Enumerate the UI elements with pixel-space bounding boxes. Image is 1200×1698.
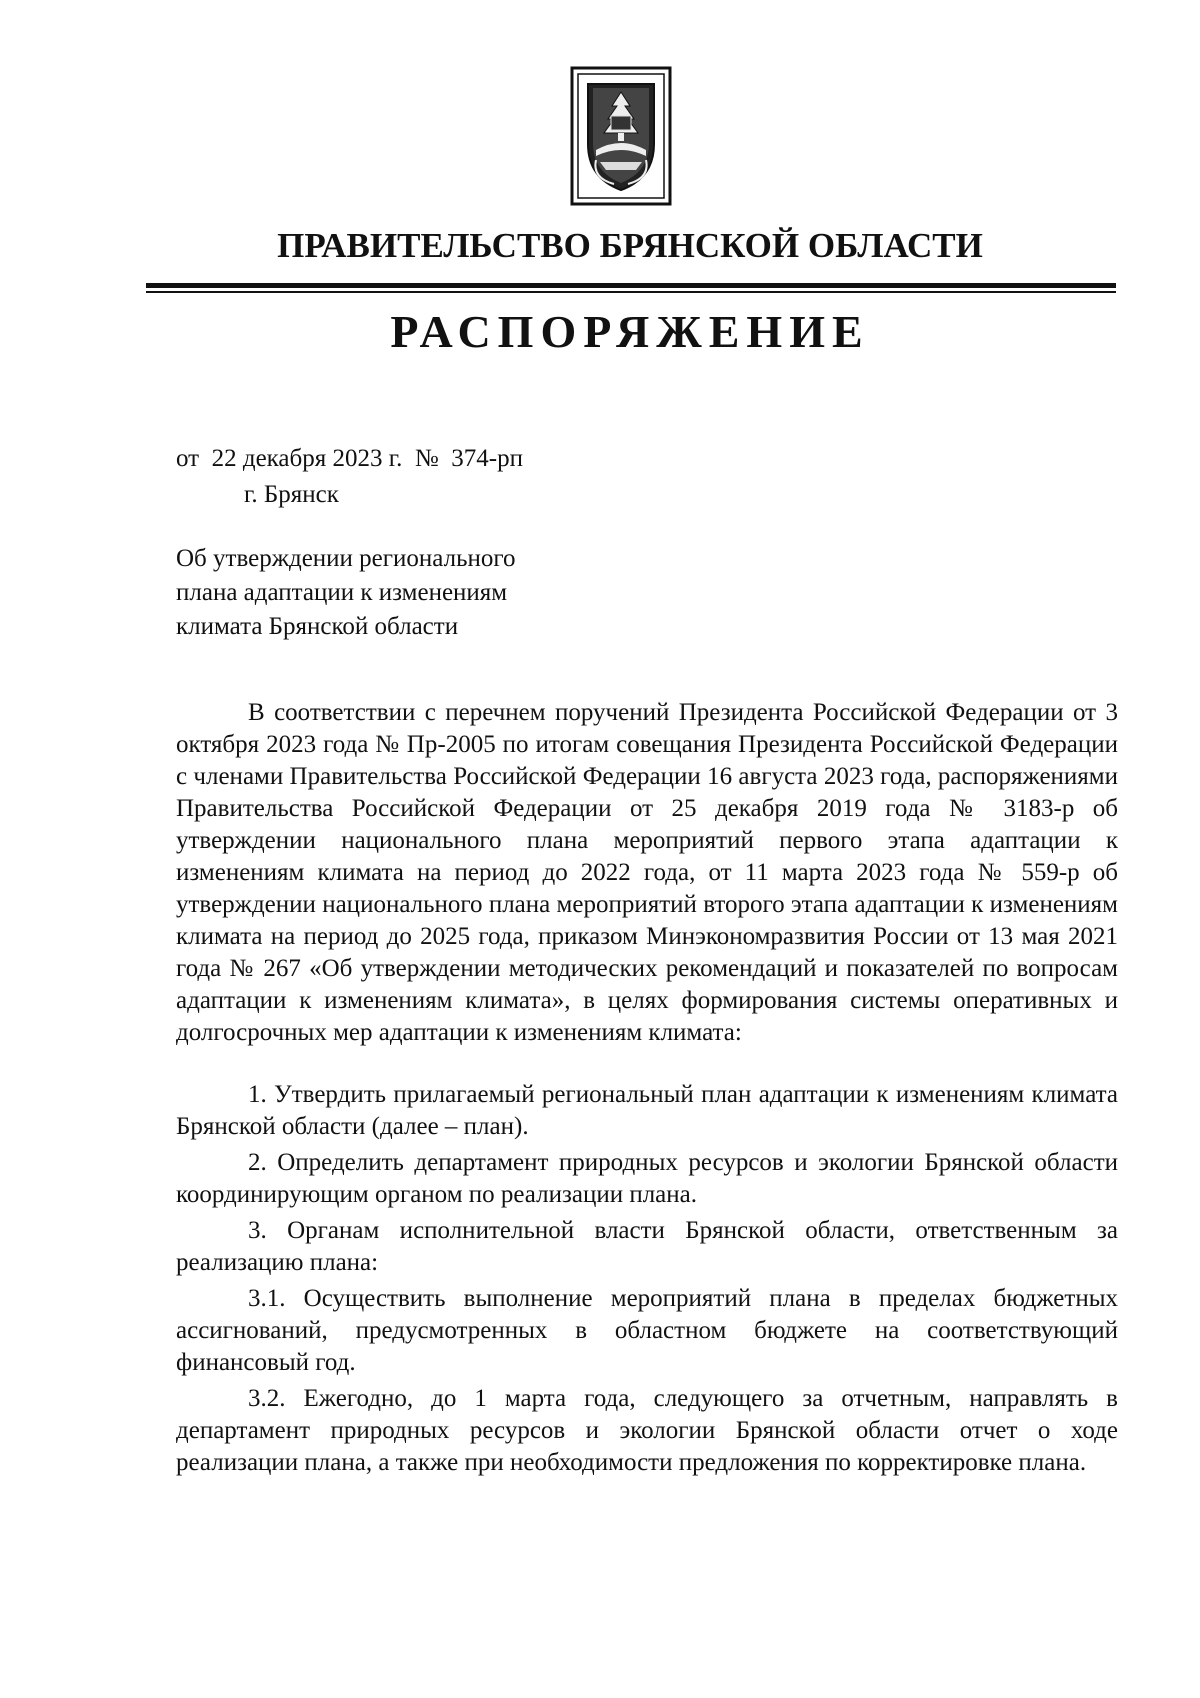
clause-3-2: 3.2. Ежегодно, до 1 марта года, следующего за отчетным, направлять в департамент природных ресурсов и экологии Брянской области отчет о ходе реализации плана, а также при необходимости предложения по корректировке плана. [176,1385,1118,1476]
header-divider-thick [146,283,1116,288]
subject-line: Об утверждении регионального [176,545,516,572]
preamble-paragraph: В соответствии с перечнем поручений Президента Российской Федерации от 3 октября 2023 года № Пр-2005 по итогам совещания Президента Российской Федерации с членами Правительства Российской Федерации 16 августа 2023 года, распоряжениями Правительства Российской Федерации от 25 декабря 2019 года № 3183-р об утверждении национального плана мероприятий первого этапа адаптации к изменениям климата на период до 2022 года, от 11 марта 2023 года № 559-р об утверждении национального плана мероприятий второго этапа адаптации к изменениям климата на период до 2025 года, приказом Минэкономразвития России от 13 мая 2021 года № 267 «Об утверждении методических рекомендаций и показателей по вопросам адаптации к изменениям климата», в целях формирования системы оперативных и долгосрочных мер адаптации к изменениям климата: [176,699,1118,1046]
document-subject [176,542,596,644]
document-body [176,697,1118,1483]
clause-2: 2. Определить департамент природных ресурсов и экологии Брянской области координирующим органом по реализации плана. [176,1149,1118,1208]
subject-line: плана адаптации к изменениям [176,579,508,606]
date-number-line: от 22 декабря 2023 г. № 374-рп [176,445,523,472]
clause-3: 3. Органам исполнительной власти Брянской области, ответственным за реализацию плана: [176,1217,1118,1276]
clause-1: 1. Утвердить прилагаемый региональный план адаптации к изменениям климата Брянской области (далее – план). [176,1081,1118,1140]
subject-line: климата Брянской области [176,613,459,640]
government-name: ПРАВИТЕЛЬСТВО БРЯНСКОЙ ОБЛАСТИ [277,226,983,265]
header-divider-thin [146,291,1116,293]
document-type-title: РАСПОРЯЖЕНИЕ [390,306,870,357]
city-line: г. Брянск [244,481,339,508]
clause-3-1: 3.1. Осуществить выполнение мероприятий плана в пределах бюджетных ассигнований, предусмотренных в областном бюджете на соответствующий финансовый год. [176,1285,1118,1376]
bryansk-coat-of-arms-icon [570,66,672,206]
